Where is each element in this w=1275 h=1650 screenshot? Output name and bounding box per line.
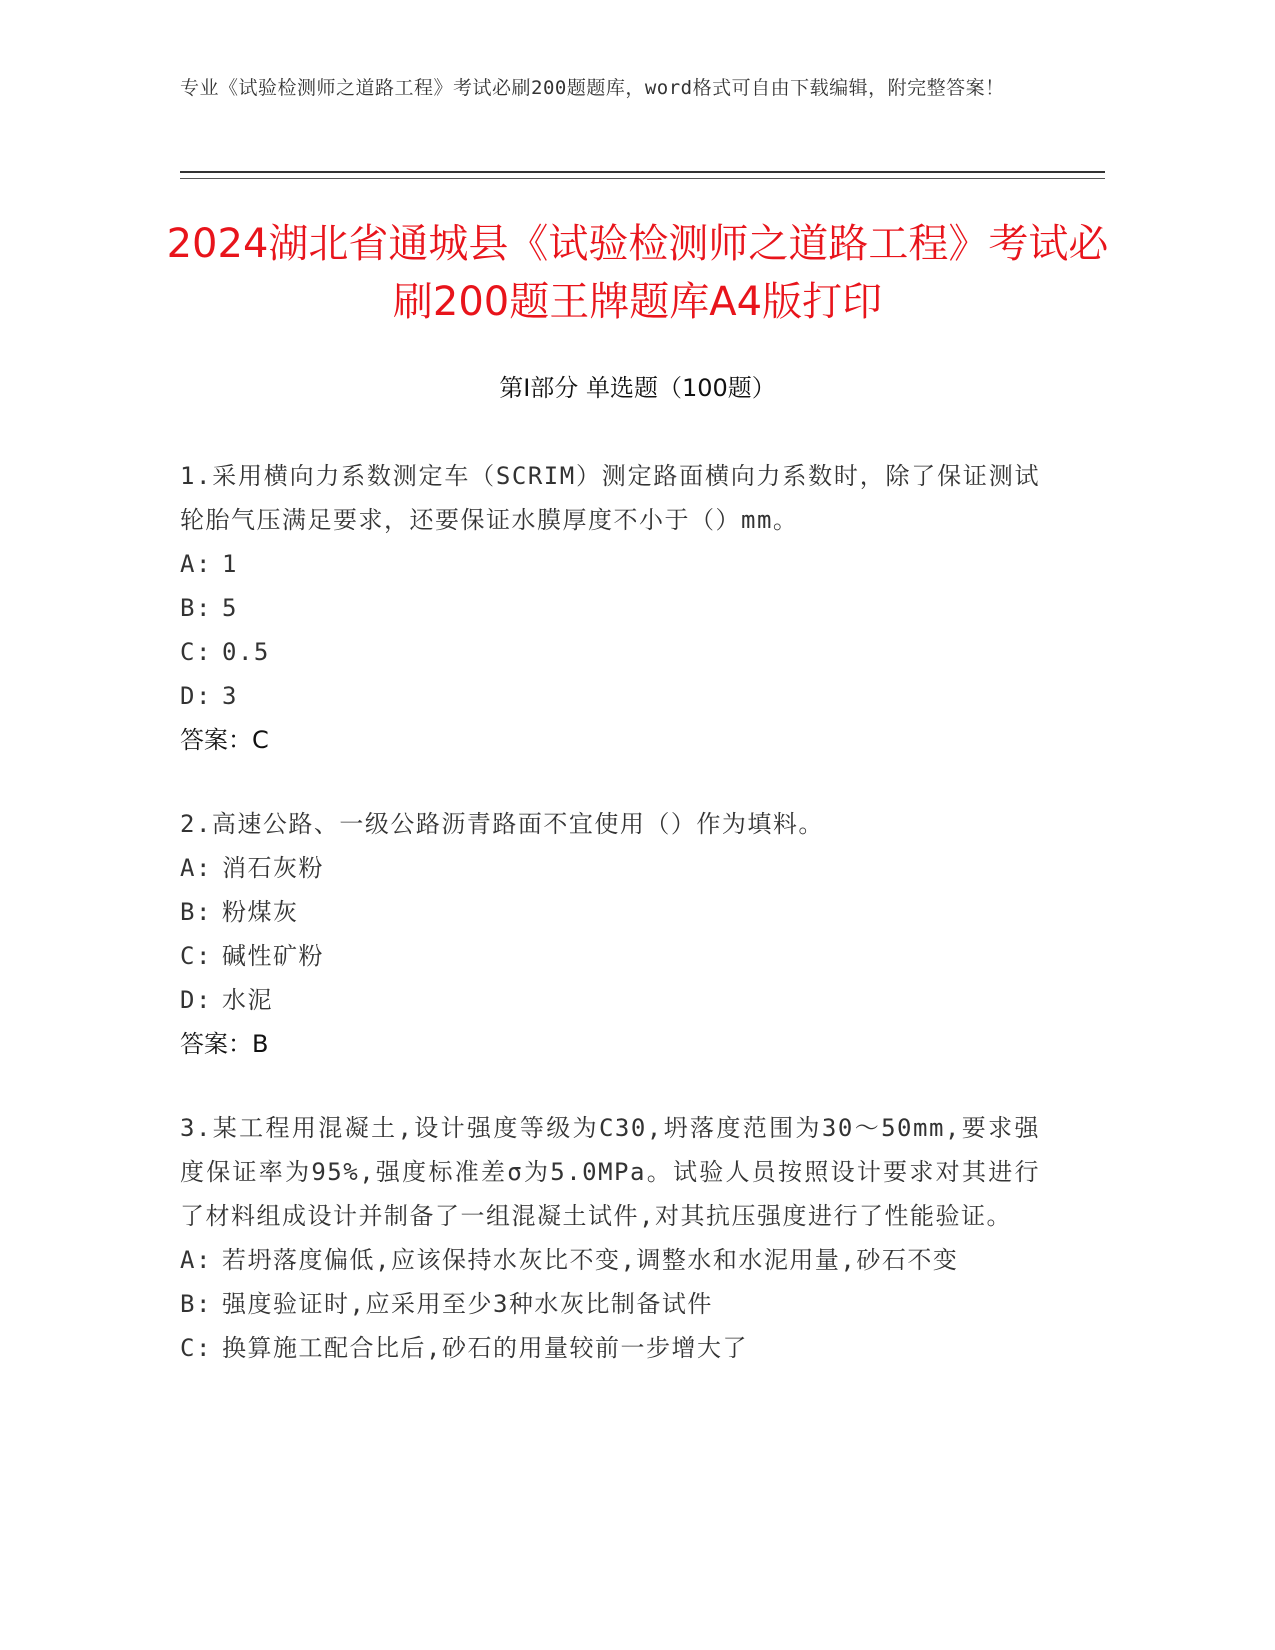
- option-c: [180, 934, 1040, 978]
- question-text: 1.采用横向力系数测定车（SCRIM）测定路面横向力系数时，除了保证测试轮胎气压满足要求，还要保证水膜厚度不小于（）mm。: [180, 462, 1040, 534]
- option-text: 1: [222, 550, 238, 578]
- option-text: 水泥: [222, 986, 273, 1014]
- option-c: [180, 1326, 1040, 1370]
- header-rule-thin: [180, 178, 1105, 179]
- section-heading: 第Ⅰ部分 单选题（100题）: [499, 374, 776, 402]
- option-letter: B:: [180, 594, 212, 622]
- question-2: [180, 802, 1040, 1066]
- option-c: [180, 630, 1040, 674]
- option-letter: D:: [180, 682, 212, 710]
- option-d: [180, 674, 1040, 718]
- option-letter: A:: [180, 550, 212, 578]
- option-text: 强度验证时,应采用至少3种水灰比制备试件: [222, 1290, 713, 1318]
- option-text: 换算施工配合比后,砂石的用量较前一步增大了: [222, 1334, 748, 1362]
- question-1: [180, 454, 1040, 762]
- option-b: [180, 890, 1040, 934]
- option-text: 消石灰粉: [222, 854, 324, 882]
- answer: 答案：B: [180, 1030, 269, 1058]
- document-title: 2024湖北省通城县《试验检测师之道路工程》考试必刷200题王牌题库A4版打印: [166, 221, 1109, 325]
- header-rule-thick: [180, 171, 1105, 173]
- question-text: 3.某工程用混凝土,设计强度等级为C30,坍落度范围为30～50mm,要求强度保证率为95%,强度标准差σ为5.0MPa。试验人员按照设计要求对其进行了材料组成设计并制备了一组混凝土试件,对其抗压强度进行了性能验证。: [180, 1114, 1040, 1230]
- option-a: [180, 1238, 1040, 1282]
- option-a: [180, 846, 1040, 890]
- option-letter: D:: [180, 986, 212, 1014]
- option-d: [180, 978, 1040, 1022]
- option-text: 0.5: [222, 638, 270, 666]
- option-text: 若坍落度偏低,应该保持水灰比不变,调整水和水泥用量,砂石不变: [222, 1246, 959, 1274]
- question-3: [180, 1106, 1040, 1370]
- option-letter: C:: [180, 1334, 212, 1362]
- option-a: [180, 542, 1040, 586]
- option-text: 碱性矿粉: [222, 942, 324, 970]
- option-letter: A:: [180, 854, 212, 882]
- option-text: 5: [222, 594, 238, 622]
- option-text: 粉煤灰: [222, 898, 299, 926]
- answer: 答案：C: [180, 726, 269, 754]
- option-letter: B:: [180, 1290, 212, 1318]
- option-letter: B:: [180, 898, 212, 926]
- header-note: 专业《试验检测师之道路工程》考试必刷200题题库，word格式可自由下载编辑，附完整答案！: [180, 77, 1005, 99]
- option-b: [180, 1282, 1040, 1326]
- option-b: [180, 586, 1040, 630]
- option-text: 3: [222, 682, 238, 710]
- option-letter: C:: [180, 638, 212, 666]
- option-letter: A:: [180, 1246, 212, 1274]
- question-text: 2.高速公路、一级公路沥青路面不宜使用（）作为填料。: [180, 810, 824, 838]
- option-letter: C:: [180, 942, 212, 970]
